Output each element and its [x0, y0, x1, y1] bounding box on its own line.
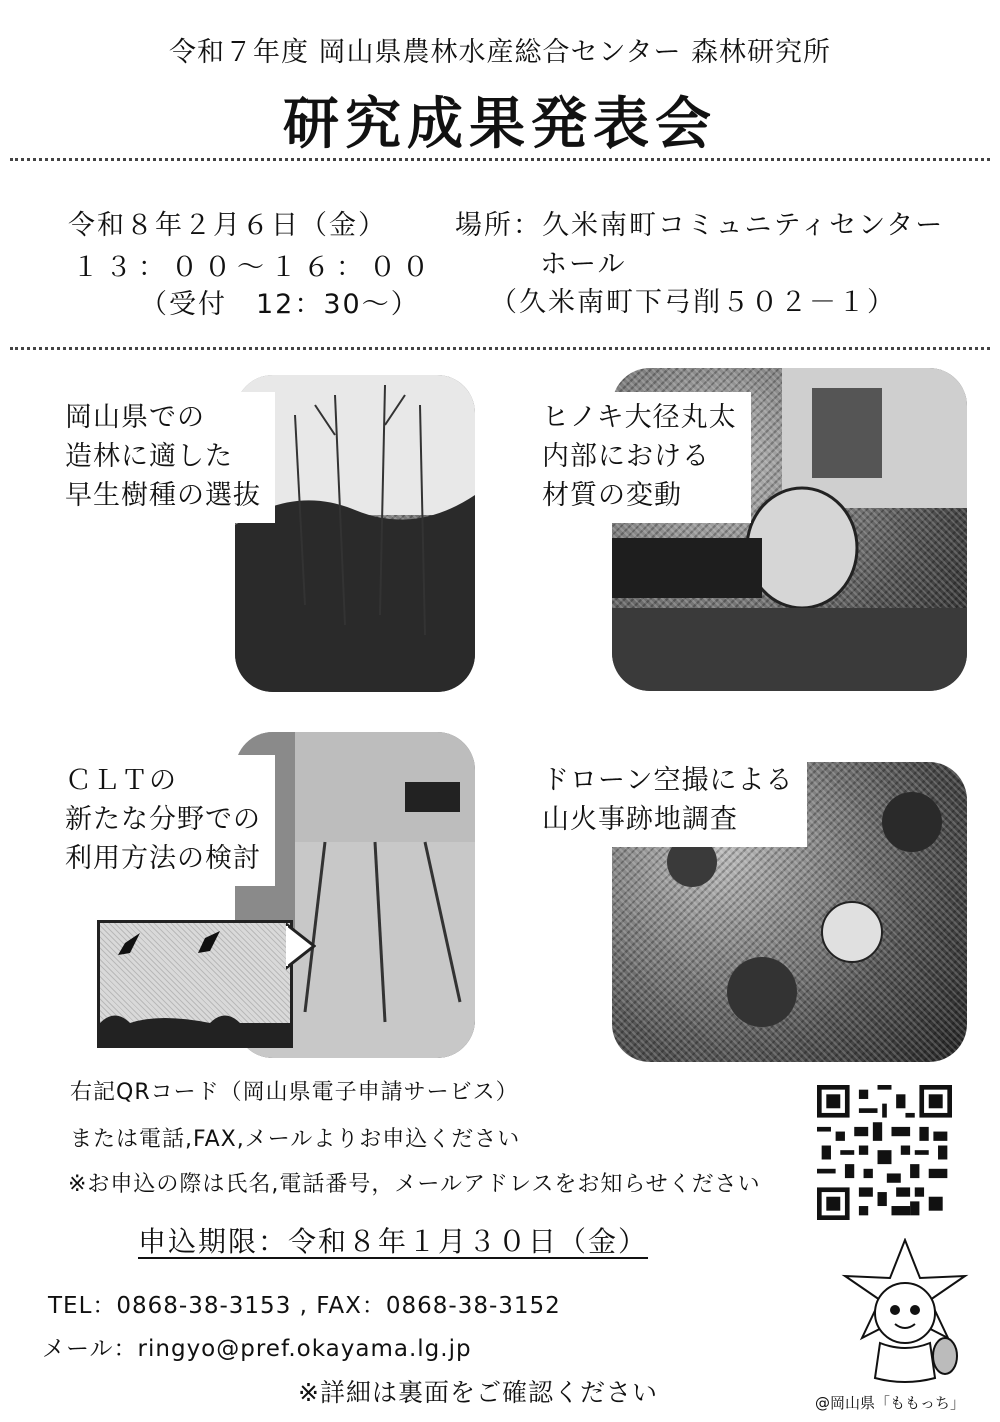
topic-4-text-line-1: ドローン空撮による: [542, 765, 794, 796]
clt-inset-photo: [97, 920, 293, 1048]
event-date: 令和８年２月６日（金）: [68, 210, 387, 241]
contact-email[interactable]: メール：ringyo@pref.okayama.lg.jp: [42, 1336, 472, 1362]
divider-middle: [10, 347, 990, 350]
topic-label-2-box: [532, 392, 751, 523]
reception-time: （受付 12：30～）: [140, 289, 420, 320]
organization-title: 令和７年度 岡山県農林水産総合センター 森林研究所: [168, 37, 832, 68]
event-time: １３：００～１６：００: [72, 252, 435, 283]
topic-label-3-box: [55, 755, 275, 886]
topic-label-1-box: [55, 392, 275, 523]
event-title: 研究成果発表会: [283, 92, 717, 157]
topic-1-text-line-2: 造林に適した: [65, 441, 233, 472]
venue-hall: ホール: [540, 249, 627, 280]
application-line-1: 右記QRコード（岡山県電子申請サービス）: [70, 1080, 519, 1105]
topic-2-text-line-2: 内部における: [542, 441, 710, 472]
contact-tel-fax: TEL：0868-38-3153 , FAX：0868-38-3152: [48, 1293, 561, 1319]
inset-pointer: [286, 918, 316, 978]
divider-top: [10, 158, 990, 161]
topic-1-text-line-3: 早生樹種の選抜: [65, 480, 261, 511]
topic-3-text-line-3: 利用方法の検討: [65, 843, 261, 874]
clt-closeup-image: [100, 923, 290, 1045]
venue-address: （久米南町下弓削５０２－１）: [490, 287, 896, 318]
mascot-credit: @岡山県「ももっち」: [815, 1394, 966, 1412]
application-deadline: 申込期限：令和８年１月３０日（金）: [138, 1225, 649, 1258]
venue-name: 場所：久米南町コミュニティセンター: [455, 210, 945, 241]
topic-2-text-line-1: ヒノキ大径丸太: [542, 402, 737, 433]
topic-3-text-line-2: 新たな分野での: [65, 804, 261, 835]
mascot-momocchi-icon: [830, 1238, 980, 1388]
topic-4-text-line-2: 山火事跡地調査: [542, 804, 738, 835]
topic-2-text-line-3: 材質の変動: [542, 480, 682, 511]
topic-3-text-line-1: ＣＬＴの: [65, 765, 177, 796]
topic-label-4-box: [532, 755, 807, 847]
application-note: ※お申込の際は氏名,電話番号，メールアドレスをお知らせください: [68, 1172, 761, 1197]
details-note: ※詳細は裏面をご確認ください: [298, 1378, 658, 1407]
application-line-2: または電話,FAX,メールよりお申込ください: [70, 1127, 521, 1152]
topic-1-text-line-1: 岡山県での: [65, 402, 205, 433]
qr-code-icon[interactable]: [817, 1085, 952, 1220]
